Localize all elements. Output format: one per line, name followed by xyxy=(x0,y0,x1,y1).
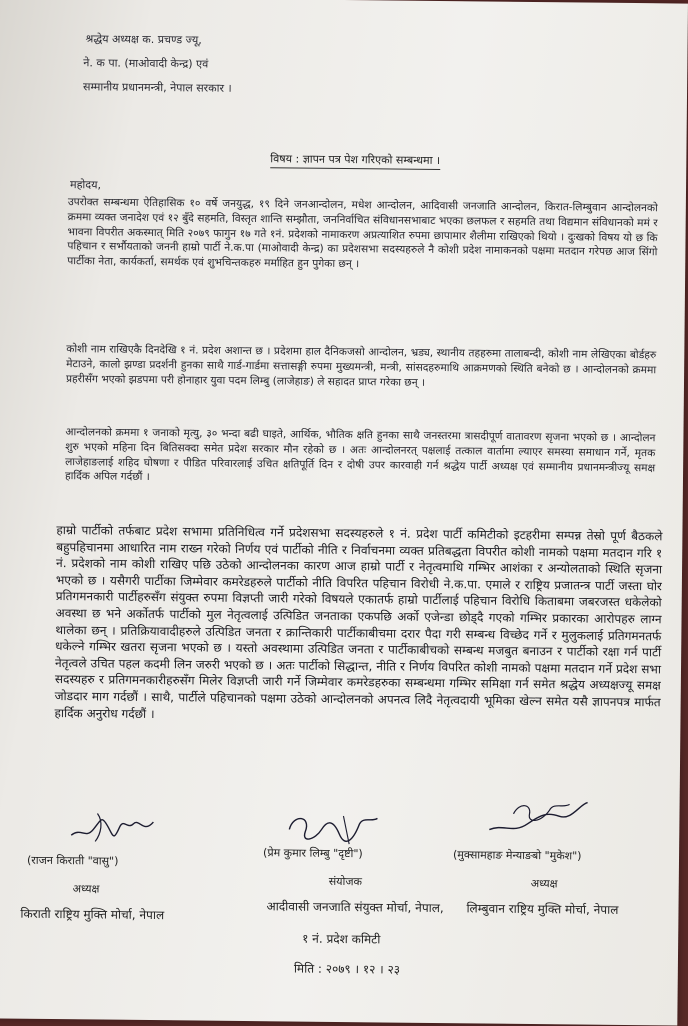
signatory-3-org: लिम्बुवान राष्ट्रिय मुक्ति मोर्चा, नेपाल xyxy=(466,901,619,917)
recipient-line-2: ने. क पा. (माओवादी केन्द्र) एवं xyxy=(83,56,209,71)
signature-3 xyxy=(483,794,593,841)
paragraph-main: हाम्रो पार्टीको तर्फबाट प्रदेश सभामा प्रतिनिधित्व गर्ने प्रदेशसभा सदस्यहरुले १ नं. प्रदेश पार्टी कमिटीको इटहरीमा सम्पन्न तेस्रो पूर्ण बैठकले बहुपहिचानमा आधारित नाम राख्न गरेको निर्णय एवं पार्टीको नीति र निर्वाचनमा व्यक्त प्रतिबद्धता विपरीत कोशी नामको पक्षमा मतदान गरि १ नं. प्रदेशको नाम कोशी राखिए पछि उठेको आन्दोलनका कारण आज हाम्रो पार्टी र नेतृत्वमाथि गम्भिर आशंका र अन्योलताको स्थिति सृजना भएको छ । यसैगरी पार्टीका जिम्मेवार कमरेडहरुले पार्टीको नीति विपरित पहिचान विरोधी ने.क.पा. एमाले र राष्ट्रिय प्रजातन्त्र पार्टी जस्ता घोर प्रतिगमनकारी पार्टीहरुसँग संयुक्त रुपमा विज्ञप्ती जारी गरेको विषयले एकातर्फ हाम्रो पार्टीलाई पहिचान विरोधि किताबमा जबरजस्त धकेलेको अवस्था छ भने अर्कोतर्फ पार्टीको मुल नेतृत्वलाई उत्पिडित जनताका एकपछि अर्को एजेन्डा छोड्दै गएको गम्भिर प्रकारका आरोपहरु लाग्न थालेका छन् । प्रतिक्रियावादीहरुले उत्पिडित जनता र क्रान्तिकारी पार्टीकाबीचमा दरार पैदा गरी सम्बन्ध विच्छेद गर्ने र मुलुकलाई प्रतिगमनतर्फ धकेल्ने गम्भिर खतरा सृजना भएको छ । यस्तो अवस्थामा उत्पिडित जनता र पार्टीकाबीचको सम्बन्ध मजबुत बनाउन र पार्टीको रक्षा गर्न पार्टी नेतृत्वले उचित पहल कदमी लिन जरुरी भएको छ । अतः पार्टीको सिद्धान्त, नीति र निर्णय विपरित कोशी नामको पक्षमा मतदान गर्ने प्रदेश सभा सदस्यहरु र प्रतिगमनकारीहरुसँग मिलेर विज्ञप्ती जारी गर्ने जिम्मेवार कमरेडहरुका सम्बन्धमा गम्भिर समिक्षा गर्न समेत श्रद्धेय अध्यक्षज्यू समक्ष जोडदार माग गर्दछौं । साथै, पार्टीले पहिचानको पक्षमा उठेको आन्दोलनको अपनत्व लिदै नेतृत्वदायी भूमिका खेल्न समेत यसै ज्ञापनपत्र मार्फत हार्दिक अनुरोध गर्दछौं । xyxy=(54,523,663,721)
signatory-1-role: अध्यक्ष xyxy=(72,882,100,896)
salutation: महोदय, xyxy=(69,178,102,192)
committee-name: १ नं. प्रदेश कमिटी xyxy=(302,931,381,947)
signatory-3-name: (मुक्सामहाङ मेन्याङबो "मुकेश") xyxy=(452,848,582,863)
recipient-line-3: सम्मानीय प्रधानमन्त्री, नेपाल सरकार । xyxy=(83,80,232,95)
signatory-3-role: अध्यक्ष xyxy=(530,877,558,891)
paragraph-1: उपरोक्त सम्बन्धमा ऐतिहासिक १० वर्षे जनयुद्ध, १९ दिने जनआन्दोलन, मधेश आन्दोलन, आदिवासी जनजाति आन्दोलन, किरात-लिम्बुवान आन्दोलनको क्रममा व्यक्त जनादेश एवं १२ बुँदे सहमति, विस्तृत शान्ति सम्झौता, जननिर्वाचित संविधानसभाबाट भएका छलफल र सहमति तथा विद्यमान संविधानको ममं र भावना विपरीत अकस्मात्‌ मिति २०७९ फागुन १७ गते १नं. प्रदेशको नामाकरण अप्रत्याशित रुपमा छापामार शैलीमा राखिएको थियो । दुःखको विषय यो छ कि पहिचान र सर्भौयताको जननी हाम्रो पार्टी ने.क.पा (माओवादी केन्द्र) का प्रदेशसभा सदस्यहरुले नै कोशी प्रदेश नामाकनको पक्षमा मतदान गरेपछ आज सिंगो पार्टीका नेता, कार्यकर्ता, समर्थक एवं शुभचिन्तकहरु मर्माहित हुन पुगेका छन् । xyxy=(67,196,658,271)
paragraph-2: कोशी नाम राखिएकै दिनदेखि १ नं. प्रदेश अशान्त छ । प्रदेशमा हाल दैनिकजसो आन्दोलन, भ्रड्य, स्थानीय तहहरुमा तालाबन्दी, कोशी नाम लेखिएका बोर्डहरु मेटाउने, कालो झण्डा प्रदर्शनी हुनका साथै गार्ड-गार्डमा सत्तासङ्गी रुपमा मुख्यमन्त्री, मन्त्री, सांसदहरुमाथि आक्रमणको स्थिति बनेको छ । आन्दोलनको क्रममा प्रहरीसँग भएको झडपमा परी होनाहार युवा पदम लिम्बु (लाजेहाङ) ले सहादत प्राप्त गरेका छन् । xyxy=(65,343,657,389)
signatory-2-name: (प्रेम कुमार लिम्बु "दृष्टी") xyxy=(262,846,363,861)
signatory-2-org: आदीवासी जनजाति संयुक्त मोर्चा, नेपाल, xyxy=(266,899,444,916)
signatory-1-org: किराती राष्ट्रिय मुक्ति मोर्चा, नेपाल xyxy=(20,906,165,923)
recipient-line-1: श्रद्धेय अध्यक्ष क. प्रचण्ड ज्यू, xyxy=(85,32,202,47)
signatory-2-role: संयोजक xyxy=(328,874,363,889)
signatory-1-name: (राजन किराती "वासु") xyxy=(26,853,119,868)
paragraph-3: आन्दोलनको क्रममा १ जनाको मृत्यु, ३० भन्दा बढी घाइते, आर्थिक, भौतिक क्षति हुनका साथै जनस्तरमा त्रासदीपूर्ण वातावरण सृजना भएको छ । आन्दोलन शुरु भएको महिना दिन बितिसक्दा समेत प्रदेश सरकार मौन रहेको छ । अतः आन्दोलनरत् पक्षलाई तत्काल वार्तामा ल्याएर समस्या समाधान गर्ने, मृतक लाजेहाङलाई शहिद घोषणा र पीडित परिवारलाई उचित क्षतिपूर्ति दिन र दोषी उपर कारवाही गर्न श्रद्धेय पार्टी अध्यक्ष एवं सम्मानीय प्रधानमन्त्रीज्यू समक्ष हार्दिक अपिल गर्दछौं । xyxy=(64,426,656,484)
signature-1 xyxy=(67,807,157,848)
subject-line: विषय : ज्ञापन पत्र पेश गरिएको सम्बन्धमा । xyxy=(270,151,440,170)
document-date: मिति : २०७९ । १२ । २३ xyxy=(293,961,401,977)
